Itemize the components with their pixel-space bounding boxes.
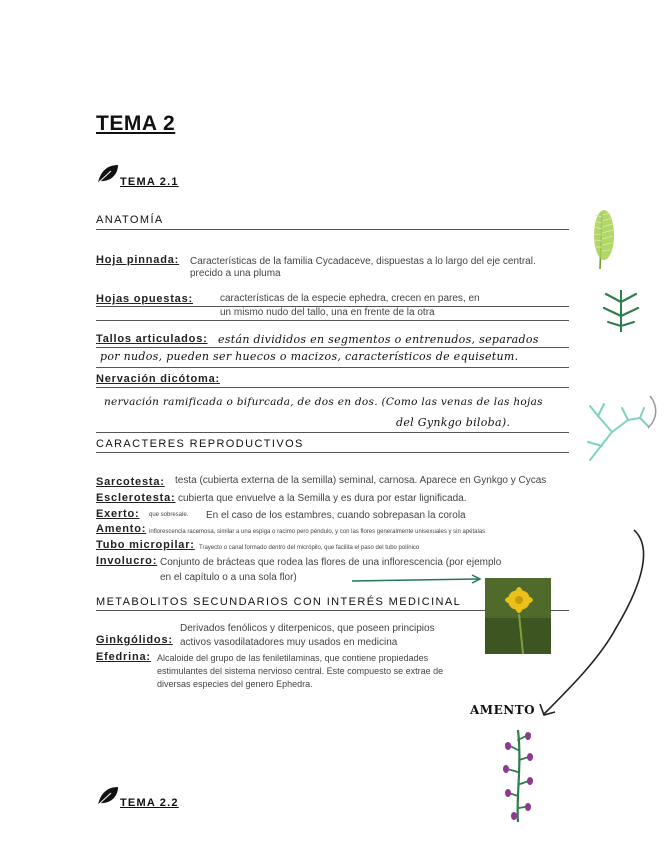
leaf-icon	[96, 785, 120, 807]
sarcotesta-text: testa (cubierta externa de la semilla) seminal, carnosa. Aparece en Gynkgo y Cycas	[175, 475, 547, 486]
ginkgolidos-line-2: activos vasodilatadores muy usados en medicina	[180, 637, 398, 648]
term-hoja-pinnada: Hoja pinnada:	[96, 254, 180, 266]
nervacion-line-2: del Gynkgo biloba).	[396, 416, 511, 429]
divider	[96, 229, 569, 230]
dichotomous-venation-illustration	[582, 392, 660, 464]
involucro-line-1: Conjunto de brácteas que rodea las flores de una inflorescencia (por ejemplo	[160, 557, 502, 568]
pinnate-leaf-illustration	[588, 205, 618, 271]
divider	[96, 452, 569, 453]
subtema-2-2-heading: TEMA 2.2	[120, 797, 179, 809]
term-tallos-articulados: Tallos articulados:	[96, 333, 208, 345]
term-exerto: Exerto:	[96, 508, 140, 520]
hoja-pinnada-line-2: precido a una pluma	[190, 268, 281, 279]
efedrina-line-3: diversas especies del genero Ephedra.	[157, 679, 313, 689]
amento-illustration	[494, 726, 544, 824]
tubo-micropilar-text: Trayecto o canal formado dentro del micrópilo, que facilita el paso del tubo polínico	[199, 545, 420, 551]
exerto-text: En el caso de los estambres, cuando sobrepasan la corola	[206, 510, 466, 521]
efedrina-line-1: Alcaloide del grupo de las feniletilaminas, que contiene propiedades	[157, 653, 429, 663]
leaf-icon	[96, 163, 120, 185]
divider	[96, 367, 569, 368]
arrow-to-amento	[530, 528, 654, 722]
involucro-line-2: en el capítulo o a una sola flor)	[160, 572, 297, 583]
anatomia-heading: ANATOMÍA	[96, 214, 164, 226]
divider	[96, 432, 569, 433]
nervacion-line-1: nervación ramificada o bifurcada, de dos en dos. (Como las venas de las hojas	[104, 396, 543, 408]
term-hojas-opuestas: Hojas opuestas:	[96, 293, 193, 305]
caracteres-heading: CARACTERES REPRODUCTIVOS	[96, 438, 304, 450]
amento-text: inflorescencia racemosa, similar a una espiga o racimo pero péndulo, y con las flores generalmente unisexuales y sin apétalas	[149, 529, 486, 535]
term-amento: Amento:	[96, 523, 147, 535]
exerto-small-text: que sobresale.	[149, 512, 189, 518]
term-esclerotesta: Esclerotesta:	[96, 492, 176, 504]
term-efedrina: Efedrina:	[96, 651, 151, 663]
tallos-articulados-line-2: por nudos, pueden ser huecos o macizos, característicos de equisetum.	[100, 350, 519, 363]
hoja-pinnada-line-1: Características de la familia Cycadaceve, dispuestas a lo largo del eje central.	[190, 256, 536, 267]
arrow-to-flower	[350, 574, 486, 586]
metabolitos-heading: METABOLITOS SECUNDARIOS CON INTERÉS MEDICINAL	[96, 596, 462, 608]
subtema-2-1-heading: TEMA 2.1	[120, 176, 179, 188]
hojas-opuestas-line-1: características de la especie ephedra, crecen en pares, en	[220, 293, 480, 304]
efedrina-line-2: estimulantes del sistema nervioso central. Este compuesto se extrae de	[157, 666, 444, 676]
term-involucro: Involucro:	[96, 555, 158, 567]
divider	[96, 347, 569, 348]
ginkgolidos-line-1: Derivados fenólicos y diterpenicos, que poseen principios	[180, 623, 435, 634]
amento-annotation: AMENTO	[470, 703, 536, 717]
page-title: TEMA 2	[96, 112, 176, 135]
term-sarcotesta: Sarcotesta:	[96, 476, 165, 488]
term-nervacion-dicotoma: Nervación dicótoma:	[96, 373, 221, 385]
term-tubo-micropilar: Tubo micropilar:	[96, 539, 195, 551]
hojas-opuestas-line-2: un mismo nudo del tallo, una en frente de la otra	[220, 307, 435, 318]
term-ginkgolidos: Ginkgólidos:	[96, 634, 173, 646]
tallos-articulados-line-1: están divididos en segmentos o entrenudos, separados	[218, 333, 539, 346]
esclerotesta-text: cubierta que envuelve a la Semilla y es dura por estar lignificada.	[178, 493, 467, 504]
divider	[96, 320, 569, 321]
divider	[96, 387, 569, 388]
opposite-leaves-illustration	[600, 286, 642, 334]
